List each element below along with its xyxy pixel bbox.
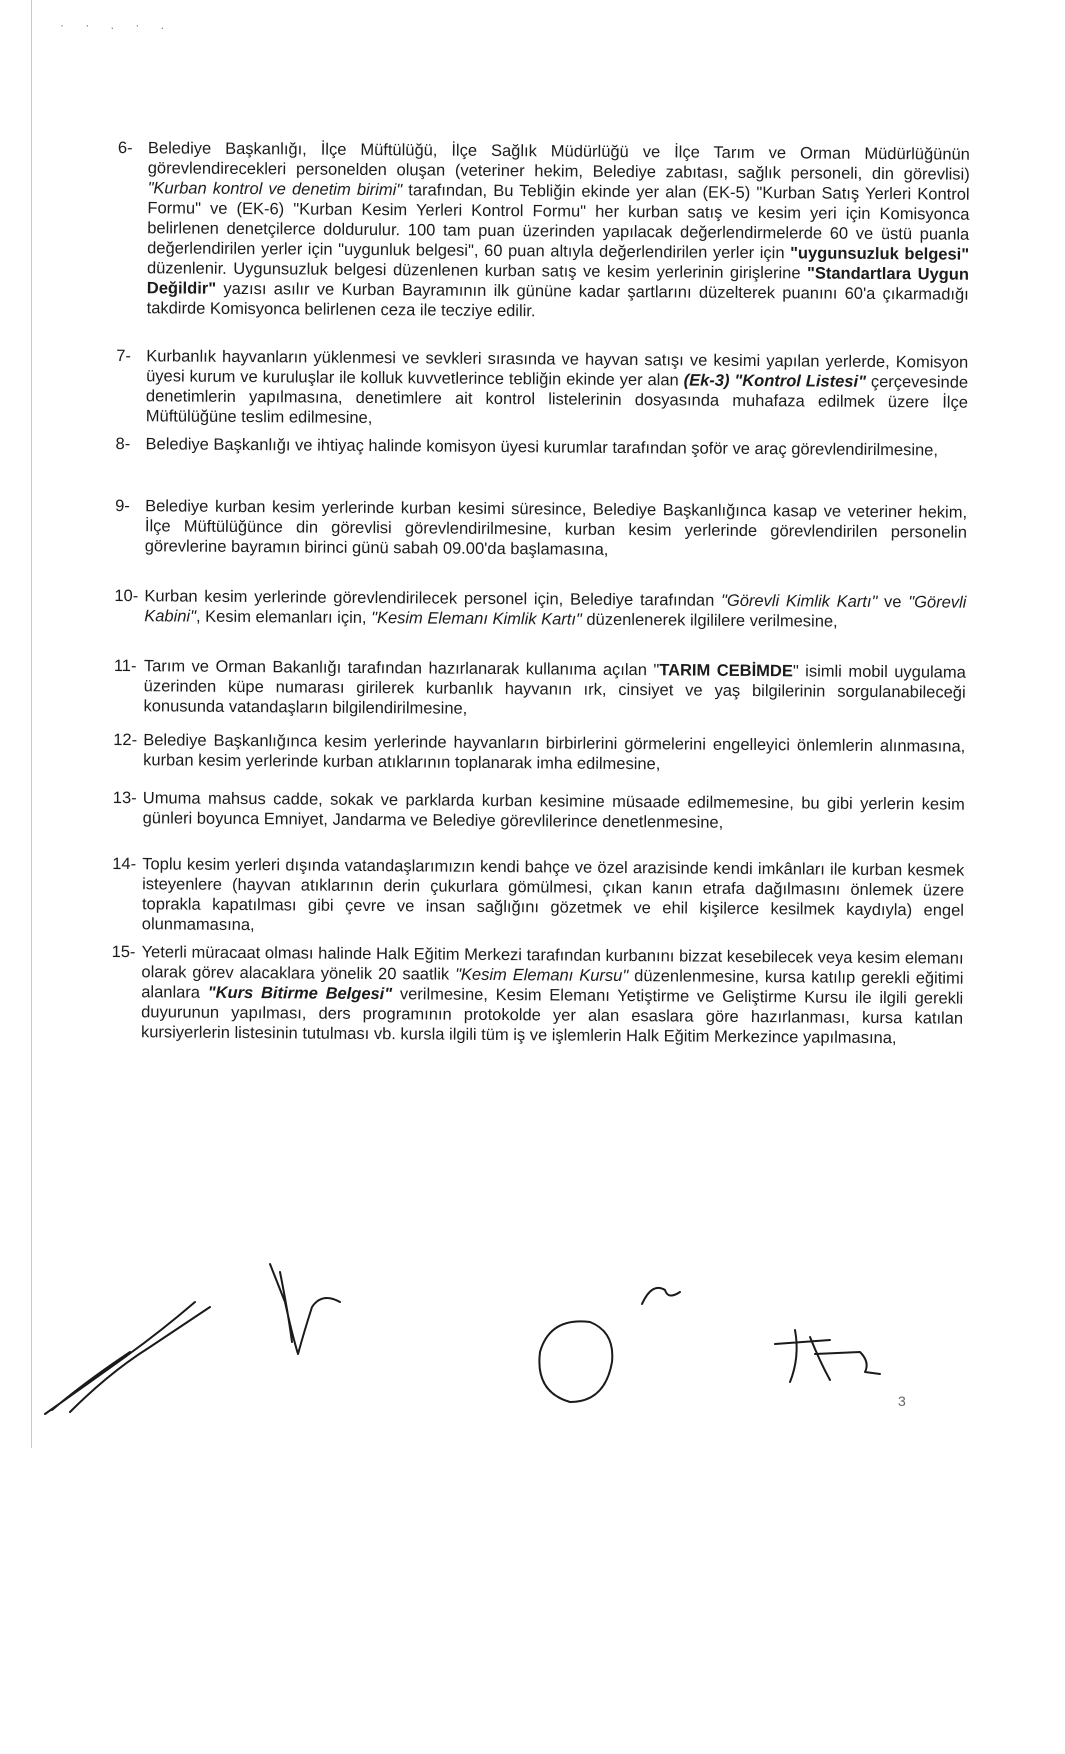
text-segment: Belediye kurban kesim yerlerinde kurban kesimi süresince, Belediye Başkanlığınca kasap ve veteriner hekim, İlçe Müftülüğünce din görevlisi görevlendirilmesine, kurban kesim yerlerinde görevlendirilen personelin görevlerine bayramın birinci günü sabah 09.00'da başlamasına, <box>144 497 968 559</box>
signature-4 <box>775 1330 880 1382</box>
signature-2 <box>270 1264 340 1354</box>
list-item-9 <box>115 496 967 563</box>
text-segment: "Standartlara Uygun Değildir" <box>146 264 970 298</box>
list-item-14 <box>112 854 965 941</box>
item-text <box>144 586 966 632</box>
item-text <box>141 942 964 1048</box>
blank-area <box>0 1448 1065 1754</box>
text-segment: ve <box>877 592 909 612</box>
text-segment: Belediye Başkanlığı, İlçe Müftülüğü, İlçe Sağlık Müdürlüğü ve İlçe Tarım ve Orman Müdürlüğünün görevlendirecekleri personelden oluşan (veteriner hekim, Belediye zabıtası, sağlık personeli, din görevlisi) <box>147 139 970 184</box>
list-item-10 <box>114 586 966 633</box>
text-segment: çerçevesinde denetimlerin yapılmasına, denetimlere ait kontrol listelerinin dosyasında muhafaza edilmek üzere İlçe Müftülüğüne teslim edilmesine, <box>145 372 969 428</box>
item-text <box>143 788 965 834</box>
scan-specks: · · . · . <box>60 18 173 32</box>
text-segment: "Kurban kontrol ve denetim birimi" <box>147 179 403 200</box>
list-item-7 <box>116 346 969 433</box>
item-number: 7- <box>116 346 132 366</box>
item-number: 14- <box>112 854 137 874</box>
signature-1 <box>45 1302 210 1414</box>
text-segment: "Görevli Kimlik Kartı" <box>720 591 878 611</box>
document-body <box>111 138 970 1049</box>
text-segment: , Kesim elemanları için, <box>195 607 372 628</box>
list-item-8 <box>116 434 968 461</box>
text-segment: "Görevli Kabini" <box>144 593 967 626</box>
text-segment: Toplu kesim yerleri dışında vatandaşlarımızın kendi bahçe ve özel arazisinde kendi imkânları ile kurban kesmek isteyenlere (hayvan atıklarının derin çukurlara gömülmesi, çıkan kanın etrafa dağılmasını önlemek üzere toprakla kapatılması gibi çevre ve insan sağlığını gözetmek ve ehil kişilerce kesilmek kaydıyla) engel olunmamasına, <box>141 855 965 935</box>
text-segment: "Kurs Bitirme Belgesi" <box>207 983 393 1004</box>
item-number: 13- <box>112 788 137 808</box>
signatures <box>30 1262 890 1427</box>
scan-margin-line <box>31 0 32 1448</box>
item-text <box>143 656 965 722</box>
item-text <box>143 730 965 776</box>
page-number: 3 <box>898 1393 906 1409</box>
text-segment: yazısı asılır ve Kurban Bayramının ilk gününe kadar şartlarını düzelterek puanını 60'a çıkarmadığı takdirde Komisyonca belirlenen ceza ile tecziye edilir. <box>146 279 969 321</box>
text-segment: Kurban kesim yerlerinde görevlendirilecek personel için, Belediye tarafından <box>144 587 722 610</box>
text-segment: (Ek-3) "Kontrol Listesi" <box>683 371 867 391</box>
list-item-13 <box>113 788 965 835</box>
text-segment: Kurbanlık hayvanların yüklenmesi ve sevkleri sırasında ve hayvan satışı ve kesimi yapılan yerlerde, Komisyon üyesi kurum ve kuruluşlar ile kolluk kuvvetlerince tebliğin ekinde yer alan <box>146 347 969 390</box>
item-number: 12- <box>113 730 138 750</box>
text-segment: " isimli mobil uygulama üzerinden küpe numarası girilerek kurbanlık hayvanın ırk, cinsiyet ve yaş bilgilerinin sorgulanabileceği konusunda vatandaşların bilgilendirilmesine, <box>143 662 966 718</box>
item-text <box>145 496 967 562</box>
item-number: 11- <box>113 656 137 676</box>
text-segment: Tarım ve Orman Bakanlığı tarafından hazırlanarak kullanıma açılan " <box>143 657 660 680</box>
item-number: 9- <box>115 496 130 516</box>
item-number: 6- <box>117 138 133 158</box>
text-segment: "Kesim Elemanı Kursu" <box>455 965 629 986</box>
text-segment: "Kesim Elemanı Kimlik Kartı" <box>371 609 582 629</box>
text-segment: TARIM CEBİMDE <box>659 661 793 681</box>
signature-3 <box>539 1288 680 1402</box>
item-text <box>142 854 965 940</box>
text-segment: düzenlenerek ilgililere verilmesine, <box>581 610 838 631</box>
text-segment: Yeterli müracaat olması halinde Halk Eğitim Merkezi tarafından kurbanını bizzat kesebilecek veya kesim elemanı olarak görev alacaklara yönelik 20 saatlik <box>141 943 964 984</box>
text-segment: verilmesine, Kesim Elemanı Yetiştirme ve Geliştirme Kursu ile ilgili gerekli duyurunun yapılması, ders programının protokolde yer alan esaslara göre hazırlanması, kursa katılan kursiyerlerin listesinin tutulması vb. kursla ilgili tüm iş ve işlemlerin Halk Eğitim Merkezince yapılmasına, <box>140 985 964 1048</box>
item-number: 15- <box>111 942 136 962</box>
text-segment: Belediye Başkanlığı ve ihtiyaç halinde komisyon üyesi kurumlar tarafından şoför ve araç görevlendirilmesine, <box>145 435 939 460</box>
item-text <box>147 138 970 324</box>
text-segment: düzenlenir. Uygunsuzluk belgesi düzenlenen kurban satış ve kesim yerlerinin girişlerine <box>146 259 808 283</box>
text-segment: "uygunsuzluk belgesi" <box>790 244 970 264</box>
list-item-11 <box>113 656 965 723</box>
text-segment: Umuma mahsus cadde, sokak ve parklarda kurban kesimine müsaade edilmemesine, bu gibi yerlerin kesim günleri boyunca Emniyet, Jandarma ve Belediye görevlilerince denetlenmesine, <box>142 789 965 832</box>
text-segment: Belediye Başkanlığınca kesim yerlerinde hayvanların birbirlerini görmelerini engelleyici önlemlerin alınmasına, kurban kesim yerlerinde kurban atıklarının toplanarak imha edilmesine, <box>143 731 966 774</box>
item-number: 10- <box>114 586 139 606</box>
text-segment: tarafından, Bu Tebliğin ekinde yer alan (EK-5) "Kurban Satış Yerleri Kontrol Formu" ve (EK-6) "Kurban Kesim Yerleri Kontrol Formu" her kurban satış ve kesim yeri için Komisyonca belirlenen denetçilerce doldurulur. 100 tam puan üzerinden yapılacak değerlendirmelerde 60 ve üstü puanla değerlendirilen yerler için "uygunluk belgesi", 60 puan altıyla değerlendirilen yerler için <box>147 181 970 263</box>
item-text <box>146 346 969 432</box>
text-segment: düzenlenmesine, kursa katılıp gerekli eğitimi alanlara <box>141 967 964 1002</box>
item-number: 8- <box>115 434 131 454</box>
list-item-12 <box>113 730 965 777</box>
item-text <box>146 434 968 460</box>
list-item-15 <box>111 942 964 1049</box>
list-item-6 <box>117 138 970 325</box>
